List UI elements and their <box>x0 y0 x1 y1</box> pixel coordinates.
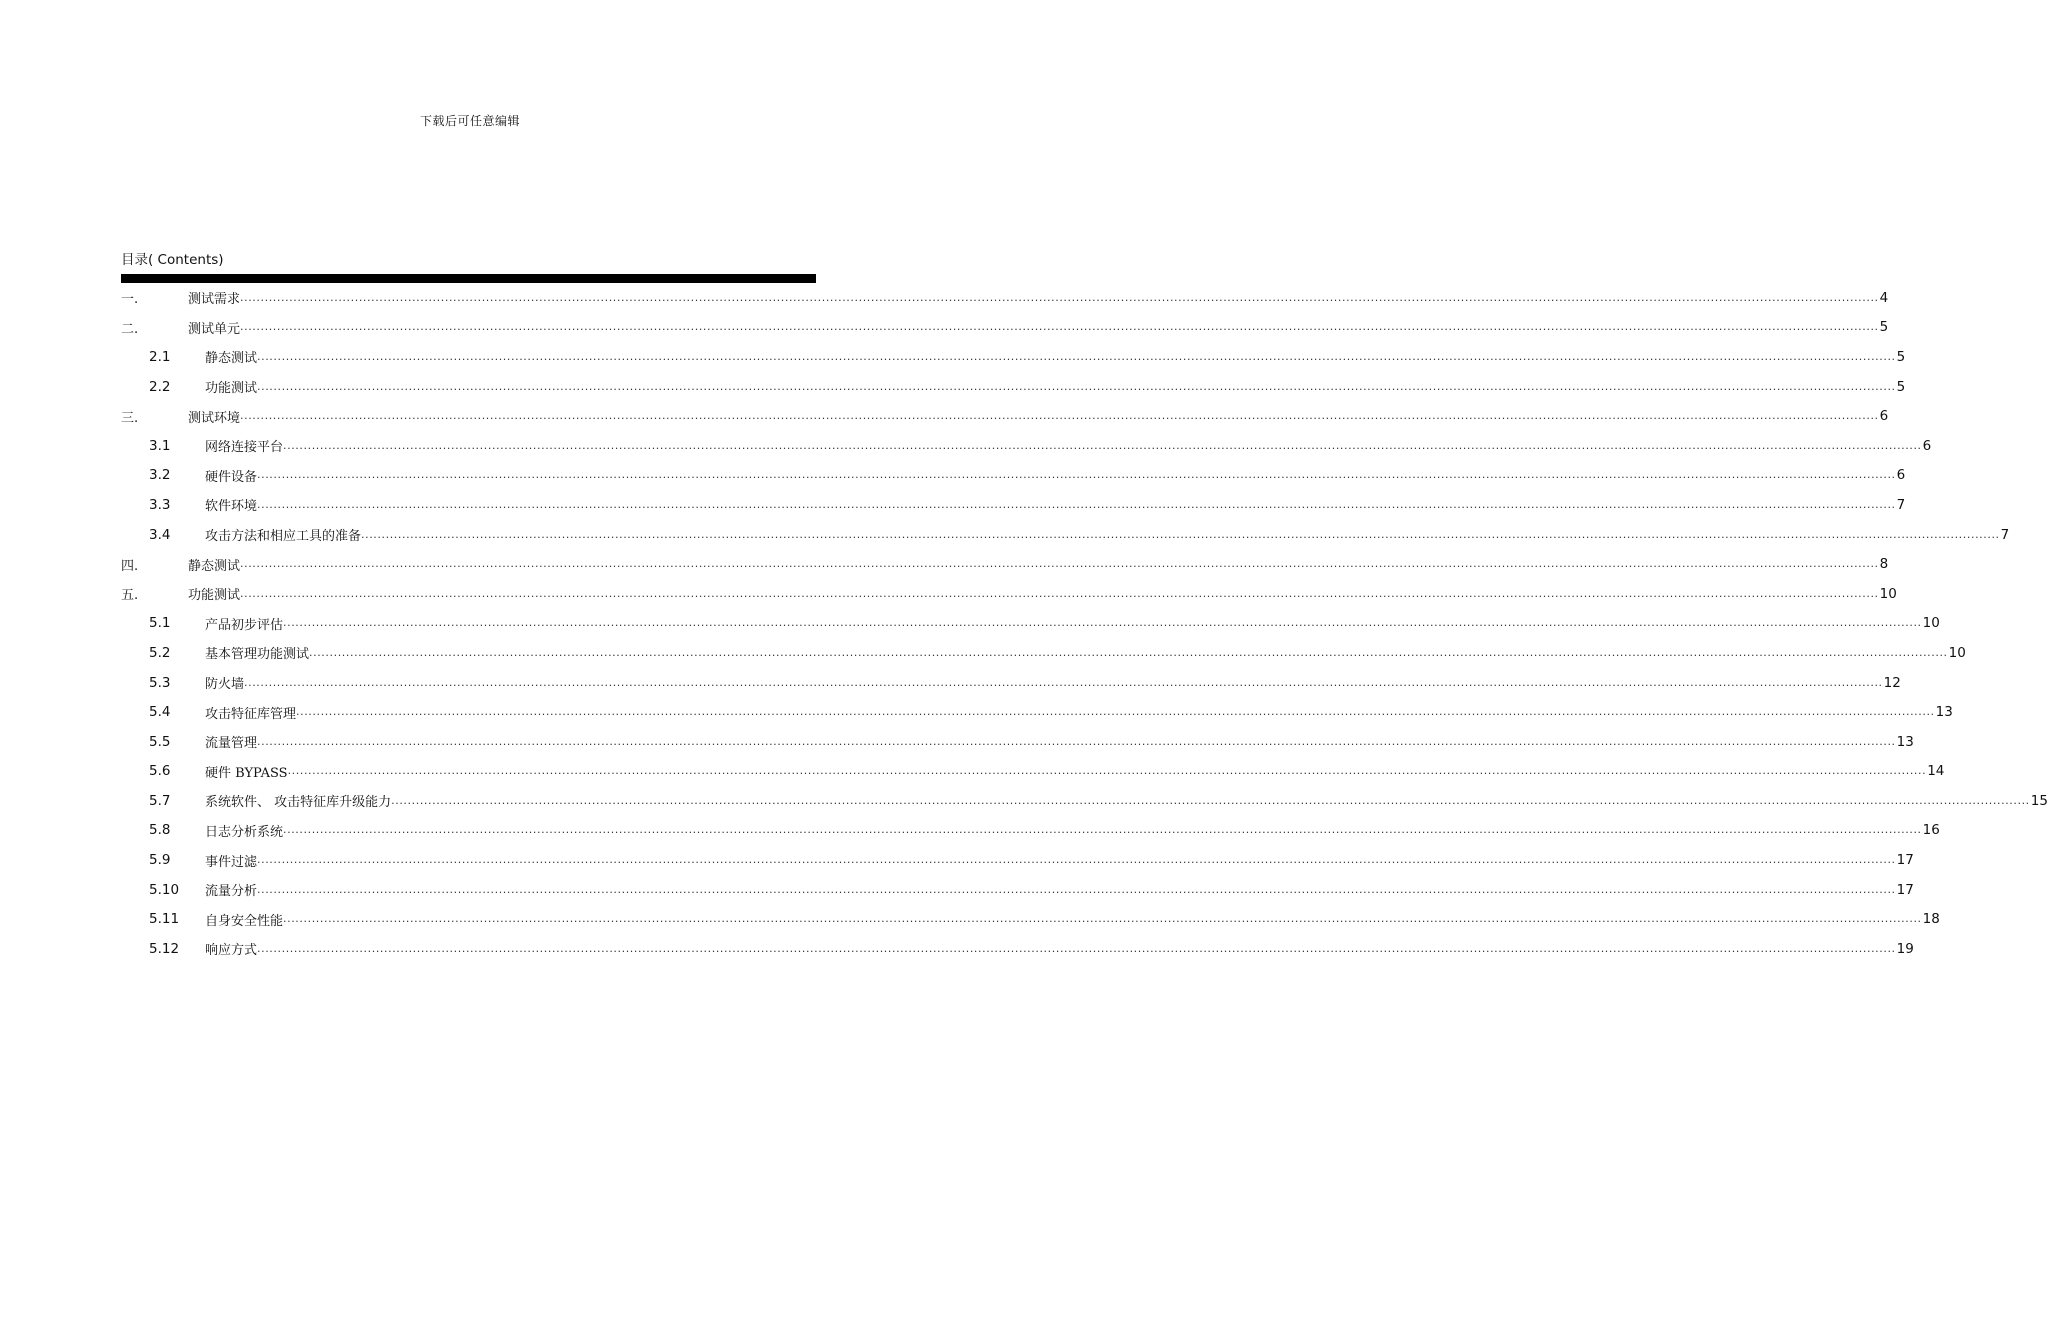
table-of-contents <box>121 283 2048 964</box>
toc-entry[interactable] <box>121 609 1940 639</box>
toc-entry-line <box>188 283 1889 313</box>
toc-entry-line <box>205 757 1945 787</box>
toc-entry-line <box>205 668 1901 698</box>
toc-entry-number: 5.8 <box>149 822 171 839</box>
toc-entry[interactable] <box>121 490 1906 520</box>
toc-dot-leader: ................................................................................................................................................................................................................................................................................................................................................................................................................ <box>240 586 1879 600</box>
toc-entry[interactable] <box>121 431 1932 461</box>
toc-entry-number: 3.1 <box>149 437 171 454</box>
toc-entry-number: 5.6 <box>149 763 171 780</box>
toc-entry-line <box>188 549 1889 579</box>
toc-entry-page: 5 <box>1896 378 1906 395</box>
toc-entry-number: 四. <box>121 558 139 574</box>
toc-entry-title: 产品初步评估 <box>205 617 284 633</box>
toc-entry[interactable] <box>121 786 2048 816</box>
toc-entry-number: 二. <box>121 321 139 337</box>
toc-entry[interactable] <box>121 520 2010 550</box>
toc-entry-page: 5 <box>1879 319 1889 336</box>
toc-entry-number: 5.10 <box>149 881 180 898</box>
toc-entry-page: 18 <box>1922 911 1940 928</box>
toc-entry-line <box>205 934 1914 964</box>
toc-entry-line <box>205 904 1940 934</box>
toc-entry-page: 6 <box>1922 437 1932 454</box>
toc-entry[interactable] <box>121 313 1889 343</box>
toc-entry[interactable] <box>121 579 1897 609</box>
toc-entry[interactable] <box>121 549 1889 579</box>
toc-entry-line <box>205 609 1940 639</box>
toc-entry[interactable] <box>121 934 1914 964</box>
toc-dot-leader: ................................................................................................................................................................................................................................................................................................................................................................................................................ <box>283 438 1922 452</box>
toc-dot-leader: ................................................................................................................................................................................................................................................................................................................................................................................................................ <box>309 645 1948 659</box>
toc-entry-title: 攻击特征库管理 <box>205 706 297 722</box>
toc-entry-line <box>205 520 2010 550</box>
toc-dot-leader: ................................................................................................................................................................................................................................................................................................................................................................................................................ <box>240 320 1879 334</box>
toc-entry[interactable] <box>121 816 1940 846</box>
toc-entry[interactable] <box>121 342 1906 372</box>
toc-dot-leader: ................................................................................................................................................................................................................................................................................................................................................................................................................ <box>391 793 2030 807</box>
toc-entry-page: 12 <box>1883 674 1901 691</box>
toc-entry-title: 网络连接平台 <box>205 440 284 456</box>
toc-entry-line <box>205 342 1906 372</box>
toc-dot-leader: ................................................................................................................................................................................................................................................................................................................................................................................................................ <box>257 853 1896 867</box>
toc-entry-number: 2.1 <box>149 348 171 365</box>
toc-entry-title: 攻击方法和相应工具的准备 <box>205 529 362 545</box>
toc-dot-leader: ................................................................................................................................................................................................................................................................................................................................................................................................................ <box>240 557 1879 571</box>
toc-entry-number: 5.3 <box>149 674 171 691</box>
toc-dot-leader: ................................................................................................................................................................................................................................................................................................................................................................................................................ <box>287 764 1927 778</box>
toc-entry-line <box>205 372 1906 402</box>
toc-entry-title: 静态测试 <box>205 351 258 367</box>
toc-entry-page: 19 <box>1896 940 1914 957</box>
toc-entry-number: 5.5 <box>149 733 171 750</box>
toc-entry-number: 2.2 <box>149 378 171 395</box>
toc-entry-title: 日志分析系统 <box>205 824 284 840</box>
toc-entry[interactable] <box>121 845 1914 875</box>
toc-entry-line <box>205 816 1940 846</box>
toc-entry-page: 13 <box>1896 733 1914 750</box>
toc-entry-page: 17 <box>1896 881 1914 898</box>
toc-entry-number: 三. <box>121 410 139 426</box>
toc-dot-leader: ................................................................................................................................................................................................................................................................................................................................................................................................................ <box>244 675 1883 689</box>
toc-entry-page: 7 <box>1896 496 1906 513</box>
toc-entry-number: 5.12 <box>149 940 180 957</box>
toc-entry[interactable] <box>121 875 1914 905</box>
toc-entry-title: 测试环境 <box>188 410 241 426</box>
toc-entry[interactable] <box>121 638 1966 668</box>
toc-entry-page: 15 <box>2030 792 2048 809</box>
toc-entry-page: 6 <box>1896 467 1906 484</box>
toc-dot-leader: ................................................................................................................................................................................................................................................................................................................................................................................................................ <box>361 527 2000 541</box>
toc-entry-title: 流量分析 <box>205 884 258 900</box>
toc-entry-number: 5.11 <box>149 911 180 928</box>
toc-entry-line <box>205 461 1906 491</box>
toc-entry-number: 5.1 <box>149 615 171 632</box>
toc-entry-page: 6 <box>1879 408 1889 425</box>
toc-entry-number: 3.2 <box>149 467 171 484</box>
toc-entry[interactable] <box>121 372 1906 402</box>
toc-dot-leader: ................................................................................................................................................................................................................................................................................................................................................................................................................ <box>240 290 1879 304</box>
toc-title: 目录( Contents) <box>121 252 224 268</box>
toc-entry-title: 测试需求 <box>188 292 241 308</box>
toc-entry-line <box>205 697 1953 727</box>
toc-entry-page: 16 <box>1922 822 1940 839</box>
toc-dot-leader: ................................................................................................................................................................................................................................................................................................................................................................................................................ <box>257 941 1896 955</box>
toc-entry-page: 10 <box>1922 615 1940 632</box>
toc-entry[interactable] <box>121 697 1953 727</box>
toc-dot-leader: ................................................................................................................................................................................................................................................................................................................................................................................................................ <box>257 882 1896 896</box>
toc-entry[interactable] <box>121 904 1940 934</box>
toc-entry-line <box>205 786 2048 816</box>
header-note: 下载后可任意编辑 <box>419 114 520 128</box>
toc-entry-page: 4 <box>1879 289 1889 306</box>
toc-entry-title: 系统软件、 攻击特征库升级能力 <box>205 795 392 811</box>
toc-entry-number: 3.4 <box>149 526 171 543</box>
toc-entry-page: 5 <box>1896 348 1906 365</box>
toc-entry-line <box>188 401 1889 431</box>
toc-entry-title: 防火墙 <box>205 677 245 693</box>
toc-entry-line <box>205 490 1906 520</box>
toc-entry-line <box>205 875 1914 905</box>
toc-entry-number: 3.3 <box>149 496 171 513</box>
toc-entry-number: 一. <box>121 292 139 308</box>
toc-divider <box>121 274 816 283</box>
toc-entry-title: 功能测试 <box>188 588 241 604</box>
toc-entry-number: 五. <box>121 588 139 604</box>
toc-dot-leader: ................................................................................................................................................................................................................................................................................................................................................................................................................ <box>257 734 1896 748</box>
toc-entry-title: 事件过滤 <box>205 854 258 870</box>
toc-dot-leader: ................................................................................................................................................................................................................................................................................................................................................................................................................ <box>257 468 1896 482</box>
toc-dot-leader: ................................................................................................................................................................................................................................................................................................................................................................................................................ <box>257 349 1896 363</box>
toc-entry-number: 5.7 <box>149 792 171 809</box>
toc-entry-title: 功能测试 <box>205 381 258 397</box>
toc-entry-page: 7 <box>2000 526 2010 543</box>
toc-dot-leader: ................................................................................................................................................................................................................................................................................................................................................................................................................ <box>257 497 1896 511</box>
toc-entry[interactable] <box>121 401 1889 431</box>
toc-entry-title: 静态测试 <box>188 558 241 574</box>
toc-entry[interactable] <box>121 668 1901 698</box>
toc-entry[interactable] <box>121 757 1945 787</box>
toc-entry-page: 10 <box>1879 585 1897 602</box>
toc-entry-page: 14 <box>1927 763 1945 780</box>
toc-entry[interactable] <box>121 283 1889 313</box>
toc-entry-line <box>188 579 1897 609</box>
toc-entry-line <box>205 845 1914 875</box>
toc-entry-number: 5.9 <box>149 852 171 869</box>
toc-entry-title: 测试单元 <box>188 321 241 337</box>
toc-dot-leader: ................................................................................................................................................................................................................................................................................................................................................................................................................ <box>240 409 1879 423</box>
toc-entry-line <box>205 638 1966 668</box>
toc-entry-number: 5.4 <box>149 704 171 721</box>
toc-entry-line <box>205 727 1914 757</box>
toc-dot-leader: ................................................................................................................................................................................................................................................................................................................................................................................................................ <box>296 705 1935 719</box>
toc-entry-title: 自身安全性能 <box>205 913 284 929</box>
toc-entry-title: 软件环境 <box>205 499 258 515</box>
toc-entry-line <box>205 431 1932 461</box>
toc-entry-page: 17 <box>1896 852 1914 869</box>
toc-entry-title: 基本管理功能测试 <box>205 647 310 663</box>
toc-dot-leader: ................................................................................................................................................................................................................................................................................................................................................................................................................ <box>283 912 1922 926</box>
toc-entry[interactable] <box>121 727 1914 757</box>
toc-entry-page: 8 <box>1879 556 1889 573</box>
toc-dot-leader: ................................................................................................................................................................................................................................................................................................................................................................................................................ <box>283 823 1922 837</box>
toc-dot-leader: ................................................................................................................................................................................................................................................................................................................................................................................................................ <box>257 379 1896 393</box>
toc-entry-title: 响应方式 <box>205 943 258 959</box>
toc-entry-page: 10 <box>1948 644 1966 661</box>
toc-entry-title: 硬件设备 <box>205 469 258 485</box>
toc-entry-line <box>188 313 1889 343</box>
toc-entry-number: 5.2 <box>149 644 171 661</box>
toc-entry-title: 硬件 BYPASS <box>205 765 288 781</box>
toc-entry[interactable] <box>121 461 1906 491</box>
toc-entry-title: 流量管理 <box>205 736 258 752</box>
toc-entry-page: 13 <box>1935 704 1953 721</box>
toc-dot-leader: ................................................................................................................................................................................................................................................................................................................................................................................................................ <box>283 616 1922 630</box>
